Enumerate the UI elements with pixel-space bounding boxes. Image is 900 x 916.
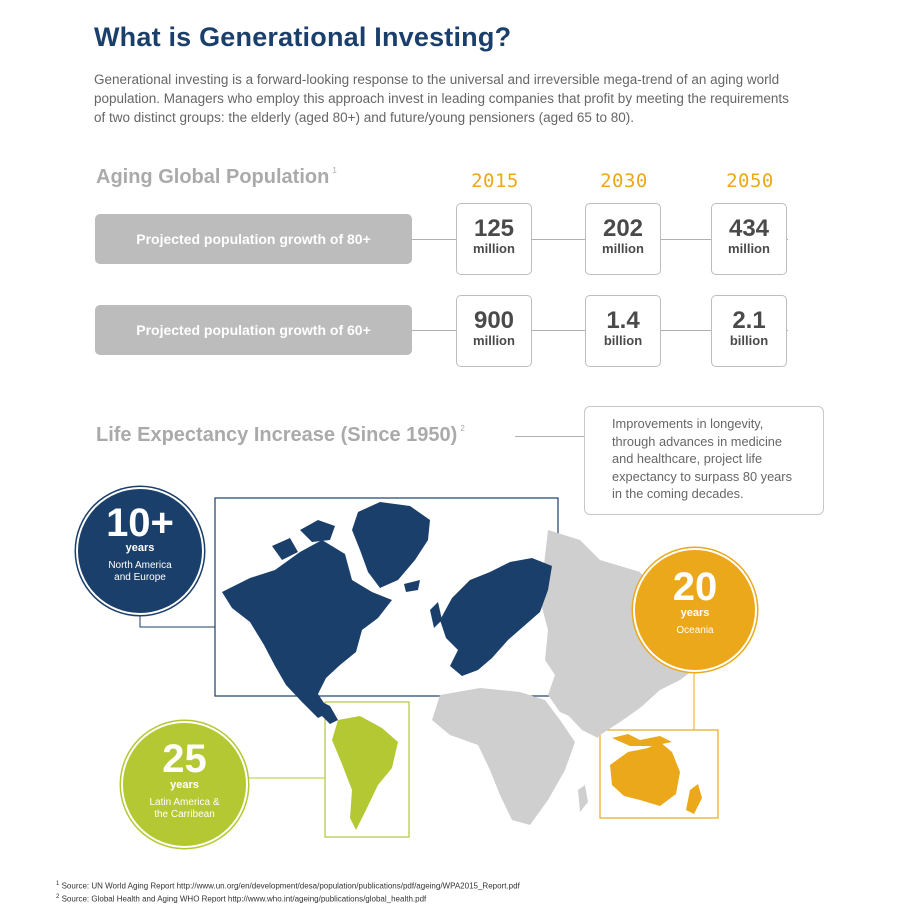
page-title: What is Generational Investing? bbox=[94, 22, 512, 52]
footnotes bbox=[56, 879, 520, 904]
region-unit: years bbox=[170, 779, 199, 791]
europe-shape bbox=[440, 558, 552, 676]
intro-paragraph: Generational investing is a forward-looking response to the universal and irreversible mega-trend of an aging world population. Managers who employ this approach invest in leading companies that profit by meeting the requirements of two distinct groups: the elderly (aged 80+) and future/young pensioners (aged 65 to 80). bbox=[94, 72, 789, 125]
footnote-text: Source: Global Health and Aging WHO Report http://www.who.int/ageing/publications/global_health.pdf bbox=[61, 894, 427, 904]
region-unit: years bbox=[125, 542, 155, 554]
region-name: Latin America & the Carribean bbox=[149, 797, 220, 820]
aging-footnote-marker: 1 bbox=[332, 166, 337, 175]
value-number: 434 bbox=[728, 215, 770, 242]
value-unit: billion bbox=[603, 333, 643, 348]
circle-oceania bbox=[633, 548, 757, 672]
row-label-80-plus: Projected population growth of 80+ bbox=[95, 214, 412, 264]
footnote-text: Source: UN World Aging Report http://www.un.org/en/development/desa/population/publications/pdf/ageing/WPA2015_Report.pdf bbox=[61, 881, 520, 891]
year-label-2030: 2030 bbox=[600, 170, 648, 192]
aging-section-title bbox=[96, 166, 337, 189]
value-unit: million bbox=[728, 241, 770, 256]
value-box-80-2015 bbox=[456, 203, 532, 275]
year-label-2015: 2015 bbox=[471, 170, 519, 192]
value-box-60-2050 bbox=[711, 295, 787, 367]
region-value: 10+ bbox=[106, 501, 174, 545]
value-unit: billion bbox=[729, 333, 769, 348]
life-footnote-marker: 2 bbox=[460, 424, 465, 433]
region-name: North America and Europe bbox=[108, 560, 172, 583]
na-connector bbox=[140, 615, 215, 627]
uk-shape bbox=[404, 580, 442, 628]
footnote-1 bbox=[56, 879, 520, 892]
circle-latin-america bbox=[121, 721, 248, 848]
value-box-60-2015 bbox=[456, 295, 532, 367]
south-america-shape bbox=[332, 716, 398, 830]
longevity-note: Improvements in longevity, through advances in medicine and healthcare, project life expectancy to surpass 80 years in the coming decades. bbox=[584, 406, 824, 515]
africa-shape bbox=[432, 688, 575, 825]
value-unit: million bbox=[473, 333, 515, 348]
value-unit: million bbox=[473, 241, 515, 256]
value-number: 125 bbox=[473, 215, 515, 242]
value-number: 202 bbox=[602, 215, 644, 242]
madagascar-shape bbox=[578, 785, 588, 812]
region-value: 20 bbox=[672, 565, 718, 609]
footnote-2 bbox=[56, 892, 520, 905]
value-number: 900 bbox=[473, 307, 515, 334]
value-number: 1.4 bbox=[606, 307, 640, 334]
value-number: 2.1 bbox=[732, 307, 766, 334]
value-box-80-2030 bbox=[585, 203, 661, 275]
greenland-shape bbox=[352, 502, 430, 588]
life-title-text: Life Expectancy Increase (Since 1950) bbox=[96, 424, 458, 446]
central-america-shape bbox=[318, 700, 338, 724]
region-name: Oceania bbox=[676, 625, 714, 636]
life-expectancy-title bbox=[96, 424, 465, 447]
region-value: 25 bbox=[162, 737, 207, 781]
region-unit: years bbox=[680, 607, 710, 619]
footnote-marker: 2 bbox=[56, 893, 60, 900]
value-box-60-2030 bbox=[585, 295, 661, 367]
footnote-marker: 1 bbox=[56, 881, 60, 887]
indonesia-shape bbox=[612, 734, 672, 746]
note-connector bbox=[515, 436, 585, 437]
value-box-80-2050 bbox=[711, 203, 787, 275]
australia-shape bbox=[610, 742, 680, 806]
row-label-60-plus: Projected population growth of 60+ bbox=[95, 305, 412, 355]
value-unit: million bbox=[602, 241, 644, 256]
circle-north-america-europe bbox=[76, 487, 204, 615]
aging-title-text: Aging Global Population bbox=[96, 166, 330, 188]
new-zealand-shape bbox=[686, 784, 702, 814]
year-label-2050: 2050 bbox=[726, 170, 774, 192]
